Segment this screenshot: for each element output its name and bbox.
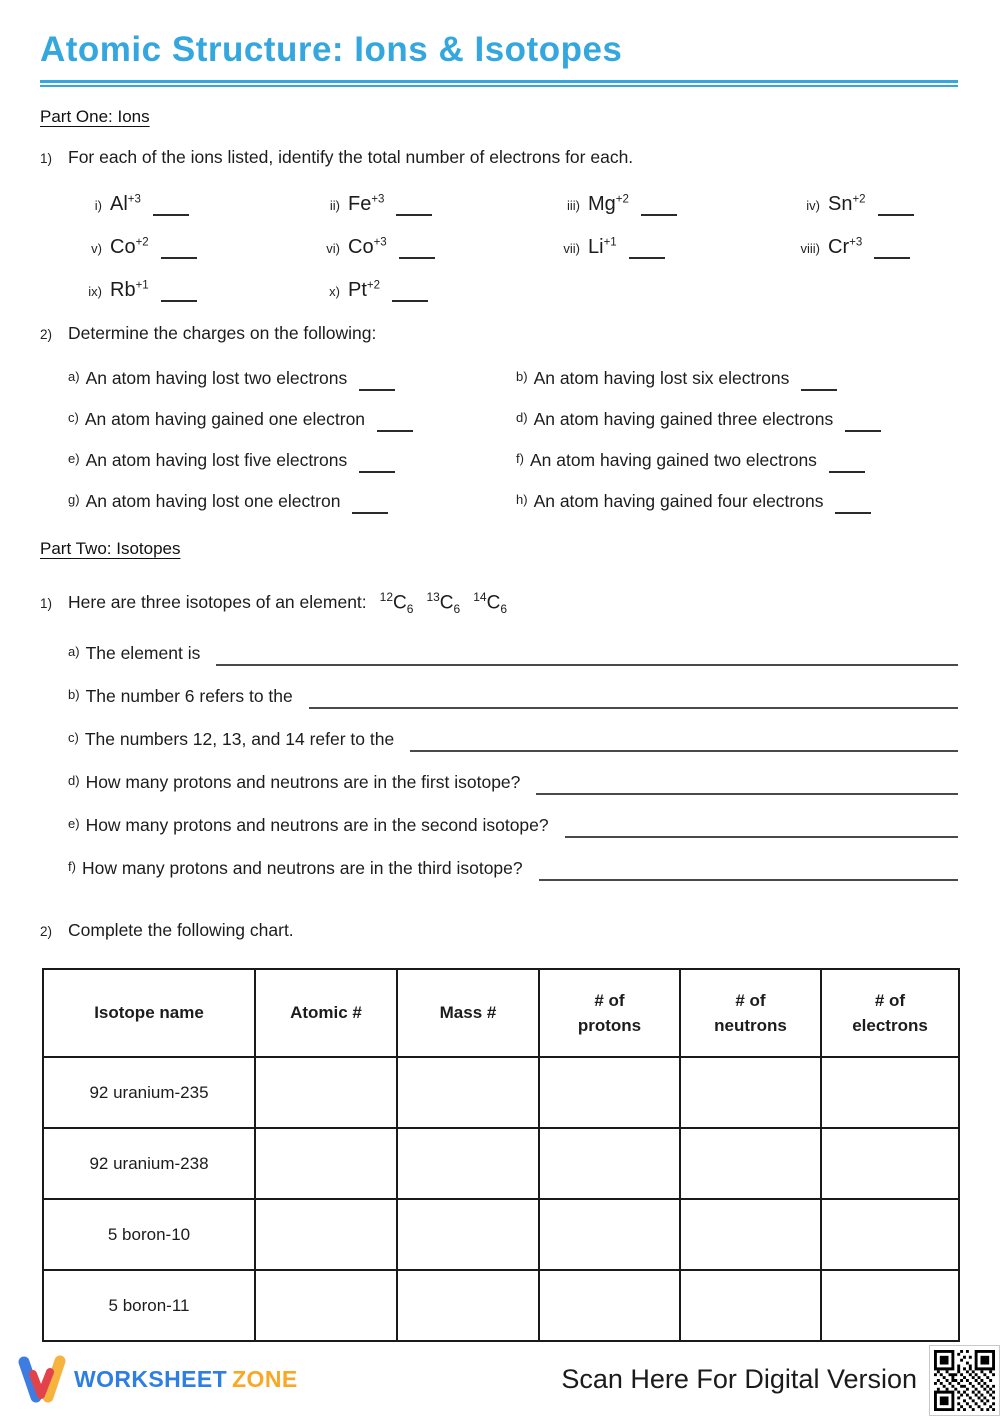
item-text: An atom having lost one electron — [85, 491, 341, 511]
table-row — [43, 1270, 959, 1341]
ion-symbol: $Co^{+3}$ — [348, 236, 387, 258]
brand-zone: ZONE — [232, 1365, 298, 1392]
answer-blank[interactable] — [878, 214, 914, 216]
answer-blank[interactable] — [359, 471, 395, 473]
charge-item — [68, 409, 516, 433]
ion-marker: vii) — [563, 241, 580, 256]
item-marker: f) — [516, 451, 524, 466]
table-row — [43, 1128, 959, 1199]
col-header-electrons: # of electrons — [821, 969, 959, 1057]
ion-charge: +1 — [135, 279, 149, 292]
answer-blank[interactable] — [641, 214, 677, 216]
question-text: Here are three isotopes of an element: — [68, 592, 367, 613]
ion-item — [790, 236, 958, 260]
charge-item — [68, 368, 516, 392]
item-marker: a) — [68, 369, 80, 384]
question-number: 2) — [40, 327, 53, 342]
item-marker: b) — [516, 369, 528, 384]
isotope-chart — [42, 968, 960, 1342]
charge-item — [68, 491, 516, 515]
isotope-notation: $^{14}C_6$ — [473, 590, 507, 617]
part-two-q2 — [40, 918, 958, 944]
empty-answer-cell[interactable] — [255, 1128, 397, 1199]
title-divider — [40, 80, 958, 87]
empty-answer-cell[interactable] — [397, 1057, 539, 1128]
worksheetzone-logo — [10, 1352, 298, 1406]
ion-marker: x) — [329, 284, 340, 299]
ion-item — [550, 236, 790, 260]
ion-marker: vi) — [326, 241, 340, 256]
fill-item — [68, 815, 958, 839]
item-marker: d) — [68, 773, 80, 789]
item-marker: c) — [68, 730, 79, 746]
isotope-notation: $^{12}C_6$ — [379, 590, 414, 617]
ion-symbol: $Co^{+2}$ — [110, 236, 149, 258]
isotope-name-cell: 92 uranium-235 — [43, 1057, 255, 1128]
ion-list — [72, 193, 958, 303]
question-number: 1) — [40, 151, 53, 166]
ion-charge: +2 — [366, 279, 381, 292]
empty-answer-cell[interactable] — [680, 1128, 821, 1199]
ion-marker: iv) — [806, 198, 820, 213]
answer-line[interactable] — [536, 793, 958, 795]
item-text: An atom having lost five electrons — [85, 450, 348, 470]
answer-blank[interactable] — [629, 257, 665, 259]
item-text: An atom having gained four electrons — [533, 491, 824, 511]
qr-code — [929, 1345, 1000, 1416]
item-marker: h) — [516, 492, 528, 507]
ion-symbol: $Rb^{+1}$ — [110, 279, 149, 301]
item-marker: c) — [68, 410, 79, 425]
charge-list — [68, 368, 958, 515]
empty-answer-cell[interactable] — [680, 1199, 821, 1270]
item-text: The number 6 refers to the — [85, 686, 293, 707]
item-text: The numbers 12, 13, and 14 refer to the — [84, 729, 395, 750]
ion-item — [310, 236, 550, 260]
empty-answer-cell[interactable] — [255, 1199, 397, 1270]
part-two-q1 — [40, 585, 958, 621]
ion-symbol: $Sn^{+2}$ — [828, 193, 866, 215]
charge-item — [516, 491, 958, 515]
col-header-protons: # of protons — [539, 969, 680, 1057]
empty-answer-cell[interactable] — [397, 1128, 539, 1199]
answer-blank[interactable] — [153, 214, 189, 216]
item-marker: d) — [516, 410, 528, 425]
answer-blank[interactable] — [829, 471, 865, 473]
col-header-isotope-name: Isotope name — [43, 969, 255, 1057]
ion-charge: +3 — [373, 236, 387, 249]
charge-item — [516, 368, 958, 392]
empty-answer-cell[interactable] — [539, 1270, 680, 1341]
item-marker: g) — [68, 492, 80, 507]
answer-blank[interactable] — [392, 300, 428, 302]
ion-charge: +1 — [603, 236, 617, 249]
answer-blank[interactable] — [352, 512, 388, 514]
table-row — [43, 1199, 959, 1270]
empty-answer-cell[interactable] — [255, 1270, 397, 1341]
empty-answer-cell[interactable] — [821, 1128, 959, 1199]
ion-item — [72, 193, 310, 217]
ion-charge: +2 — [852, 193, 866, 206]
empty-answer-cell[interactable] — [539, 1199, 680, 1270]
item-marker: f) — [68, 859, 76, 875]
brand-worksheet: WORKSHEET — [74, 1365, 228, 1392]
answer-line[interactable] — [565, 836, 958, 838]
answer-line[interactable] — [410, 750, 958, 752]
ion-charge: +2 — [615, 193, 629, 206]
charge-item — [68, 450, 516, 474]
empty-answer-cell[interactable] — [821, 1199, 959, 1270]
ion-item — [72, 279, 310, 303]
answer-line[interactable] — [539, 879, 958, 881]
scan-label: Scan Here For Digital Version — [561, 1363, 917, 1394]
item-marker: b) — [68, 687, 80, 703]
empty-answer-cell[interactable] — [539, 1057, 680, 1128]
question-text: Complete the following chart. — [68, 920, 294, 941]
part-one-q1 — [40, 145, 958, 171]
ion-marker: v) — [91, 241, 102, 256]
answer-blank[interactable] — [396, 214, 432, 216]
page-title: Atomic Structure: Ions & Isotopes — [40, 30, 623, 69]
ion-symbol: $Al^{+3}$ — [110, 193, 141, 215]
logo-w-icon — [10, 1352, 66, 1406]
item-text: An atom having gained one electron — [84, 409, 366, 429]
item-text: An atom having gained three electrons — [533, 409, 834, 429]
fill-item — [68, 643, 958, 667]
item-text: An atom having gained two electrons — [529, 450, 817, 470]
empty-answer-cell[interactable] — [397, 1199, 539, 1270]
col-header-neutrons: # of neutrons — [680, 969, 821, 1057]
ion-charge: +3 — [371, 193, 385, 206]
ion-symbol: $Li^{+1}$ — [588, 236, 617, 258]
answer-blank[interactable] — [874, 257, 910, 259]
ion-item — [550, 193, 790, 217]
isotope-name-cell: 5 boron-10 — [43, 1199, 255, 1270]
empty-answer-cell[interactable] — [255, 1057, 397, 1128]
empty-answer-cell[interactable] — [680, 1057, 821, 1128]
answer-blank[interactable] — [161, 300, 197, 302]
question-text: Determine the charges on the following: — [68, 323, 377, 343]
fill-item — [68, 729, 958, 753]
ion-marker: ix) — [88, 284, 102, 299]
footer — [0, 1342, 1000, 1416]
table-row — [43, 1057, 959, 1128]
empty-answer-cell[interactable] — [397, 1270, 539, 1341]
empty-answer-cell[interactable] — [821, 1057, 959, 1128]
charge-item — [516, 450, 958, 474]
part-one-q2 — [40, 321, 958, 347]
ion-marker: iii) — [567, 198, 580, 213]
item-text: How many protons and neutrons are in the first isotope? — [85, 772, 521, 793]
col-header-atomic: Atomic # — [255, 969, 397, 1057]
ion-marker: i) — [94, 198, 102, 213]
ion-marker: ii) — [329, 198, 340, 213]
answer-blank[interactable] — [835, 512, 871, 514]
ion-symbol: $Cr^{+3}$ — [828, 236, 863, 258]
answer-blank[interactable] — [377, 430, 413, 432]
item-text: The element is — [85, 643, 201, 664]
part-one-heading: Part One: Ions — [40, 107, 150, 126]
item-text: An atom having lost two electrons — [85, 368, 348, 388]
isotope-notation: $^{13}C_6$ — [426, 590, 461, 617]
item-marker: a) — [68, 644, 80, 660]
item-text: How many protons and neutrons are in the second isotope? — [85, 815, 549, 836]
ion-marker: viii) — [800, 241, 820, 256]
table-header-row — [43, 969, 959, 1057]
empty-answer-cell[interactable] — [680, 1270, 821, 1341]
question-number: 2) — [40, 924, 53, 940]
answer-blank[interactable] — [359, 389, 395, 391]
answer-blank[interactable] — [161, 257, 197, 259]
answer-blank[interactable] — [399, 257, 435, 259]
answer-line[interactable] — [216, 664, 958, 666]
answer-blank[interactable] — [845, 430, 881, 432]
answer-line[interactable] — [309, 707, 958, 709]
ion-item — [790, 193, 958, 217]
fill-item — [68, 686, 958, 710]
fill-item — [68, 858, 958, 882]
col-header-mass: Mass # — [397, 969, 539, 1057]
answer-blank[interactable] — [801, 389, 837, 391]
ion-charge: +2 — [135, 236, 149, 249]
ion-item — [72, 236, 310, 260]
ion-item — [310, 279, 550, 303]
isotope-name-cell: 92 uranium-238 — [43, 1128, 255, 1199]
ion-item — [310, 193, 550, 217]
ion-charge: +3 — [127, 193, 141, 206]
fill-item — [68, 772, 958, 796]
item-marker: e) — [68, 816, 80, 832]
item-marker: e) — [68, 451, 80, 466]
charge-item — [516, 409, 958, 433]
isotope-name-cell: 5 boron-11 — [43, 1270, 255, 1341]
item-text: How many protons and neutrons are in the third isotope? — [81, 858, 523, 879]
ion-symbol: $Fe^{+3}$ — [348, 193, 385, 215]
ion-symbol: $Mg^{+2}$ — [588, 193, 629, 215]
empty-answer-cell[interactable] — [539, 1128, 680, 1199]
item-text: An atom having lost six electrons — [533, 368, 790, 388]
part-two-heading: Part Two: Isotopes — [40, 539, 181, 558]
empty-answer-cell[interactable] — [821, 1270, 959, 1341]
question-text: For each of the ions listed, identify the total number of electrons for each. — [68, 147, 634, 167]
question-number: 1) — [40, 596, 53, 612]
ion-symbol: $Pt^{+2}$ — [348, 279, 381, 301]
ion-charge: +3 — [849, 236, 863, 249]
